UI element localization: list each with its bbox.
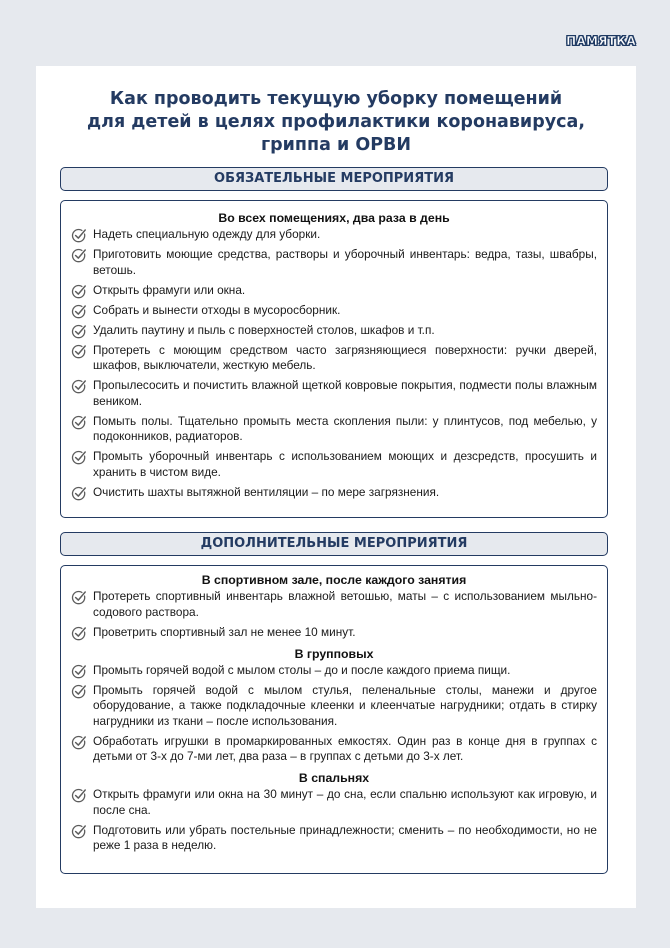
list-item xyxy=(71,414,597,445)
list-item xyxy=(71,663,597,679)
list-item-text: Обработать игрушки в промаркированных емкостях. Один раз в конце дня в группах с детьми от 3-х до 7-ми лет, два раза – в группах с детьми до 3-х лет. xyxy=(93,733,597,763)
list-bedrooms xyxy=(71,787,597,854)
list-item-text: Открыть фрамуги или окна. xyxy=(93,282,246,297)
title-line-3: гриппа и ОРВИ xyxy=(260,135,412,155)
list-item-text: Помыть полы. Тщательно промыть места скопления пыли: у плинтусов, под мебелью, у подоконников, радиаторов. xyxy=(93,413,597,443)
check-circle-icon xyxy=(71,734,87,750)
list-item-text: Надеть специальную одежду для уборки. xyxy=(93,227,321,241)
list-item xyxy=(71,734,597,765)
list-item xyxy=(71,683,597,730)
check-circle-icon xyxy=(71,683,87,699)
check-circle-icon xyxy=(71,303,87,319)
list-item xyxy=(71,323,597,339)
section-heading-additional: ДОПОЛНИТЕЛЬНЫЕ МЕРОПРИЯТИЯ xyxy=(60,532,608,556)
group-title-gym: В спортивном зале, после каждого занятия xyxy=(201,573,467,587)
list-item-text: Пропылесосить и почистить влажной щеткой ковровые покрытия, подмести полы влажным веником. xyxy=(93,378,597,408)
list-group-rooms xyxy=(71,663,597,765)
check-circle-icon xyxy=(71,227,87,243)
list-item xyxy=(71,343,597,374)
list-item xyxy=(71,625,597,641)
list-item-text: Удалить паутину и пыль с поверхностей столов, шкафов и т.п. xyxy=(93,322,435,337)
check-circle-icon xyxy=(71,414,87,430)
group-title-bedrooms: В спальнях xyxy=(298,771,370,785)
leaflet-card xyxy=(36,66,636,908)
list-item-text: Очистить шахты вытяжной вентиляции – по мере загрязнения. xyxy=(93,484,440,499)
check-circle-icon xyxy=(71,787,87,803)
check-circle-icon xyxy=(71,625,87,641)
list-item xyxy=(71,449,597,480)
list-item-text: Подготовить или убрать постельные принадлежности; сменить – по необходимости, но не реже 1 раза в неделю. xyxy=(93,822,597,852)
list-item xyxy=(71,378,597,409)
check-circle-icon xyxy=(71,449,87,465)
list-item-text: Промыть уборочный инвентарь с использованием моющих и дезсредств, просушить и хранить в чистом виде. xyxy=(93,449,597,479)
title-line-1: Как проводить текущую уборку помещений xyxy=(109,89,563,109)
list-all-rooms xyxy=(71,227,597,500)
group-title-group-rooms: В групповых xyxy=(294,646,374,661)
list-item xyxy=(71,589,597,620)
section-heading-mandatory: ОБЯЗАТЕЛЬНЫЕ МЕРОПРИЯТИЯ xyxy=(60,167,608,191)
check-circle-icon xyxy=(71,663,87,679)
check-circle-icon xyxy=(71,589,87,605)
title-line-2: для детей в целях профилактики коронавируса, xyxy=(87,112,585,132)
list-item xyxy=(71,283,597,299)
list-item-text: Протереть спортивный инвентарь влажной ветошью, маты – с использованием мыльно-содового раствора. xyxy=(93,589,597,619)
page-title xyxy=(36,88,636,157)
list-item xyxy=(71,303,597,319)
section-box-additional xyxy=(60,565,608,874)
check-circle-icon xyxy=(71,283,87,299)
check-circle-icon xyxy=(71,485,87,501)
check-circle-icon xyxy=(71,323,87,339)
list-item-text: Приготовить моющие средства, растворы и уборочный инвентарь: ведра, тазы, швабры, ветошь. xyxy=(93,247,597,277)
list-item-text: Проветрить спортивный зал не менее 10 минут. xyxy=(93,624,356,639)
list-item-text: Протереть с моющим средством часто загрязняющиеся поверхности: ручки дверей, шкафов, выключатели, жесткую мебель. xyxy=(93,342,597,372)
section-box-mandatory xyxy=(60,200,608,518)
group-title-all-rooms: Во всех помещениях, два раза в день xyxy=(218,211,450,225)
list-item-text: Промыть горячей водой с мылом стулья, пеленальные столы, манежи и другое оборудование, а также подкладочные клеенки и клеенчатые нагрудники; отдать в стирку нагрудники из ткани – после использования. xyxy=(93,682,597,728)
check-circle-icon xyxy=(71,343,87,359)
list-item xyxy=(71,247,597,278)
leaflet-tag: ПАМЯТКА xyxy=(566,34,636,48)
list-item-text: Собрать и вынести отходы в мусоросборник. xyxy=(93,302,341,317)
list-item xyxy=(71,787,597,818)
check-circle-icon xyxy=(71,823,87,839)
list-item xyxy=(71,227,597,243)
check-circle-icon xyxy=(71,378,87,394)
list-item xyxy=(71,823,597,854)
check-circle-icon xyxy=(71,247,87,263)
list-gym xyxy=(71,589,597,640)
list-item-text: Открыть фрамуги или окна на 30 минут – до сна, если спальню используют как игровую, и после сна. xyxy=(93,787,597,817)
list-item xyxy=(71,485,597,501)
list-item-text: Промыть горячей водой с мылом столы – до и после каждого приема пищи. xyxy=(93,662,511,677)
